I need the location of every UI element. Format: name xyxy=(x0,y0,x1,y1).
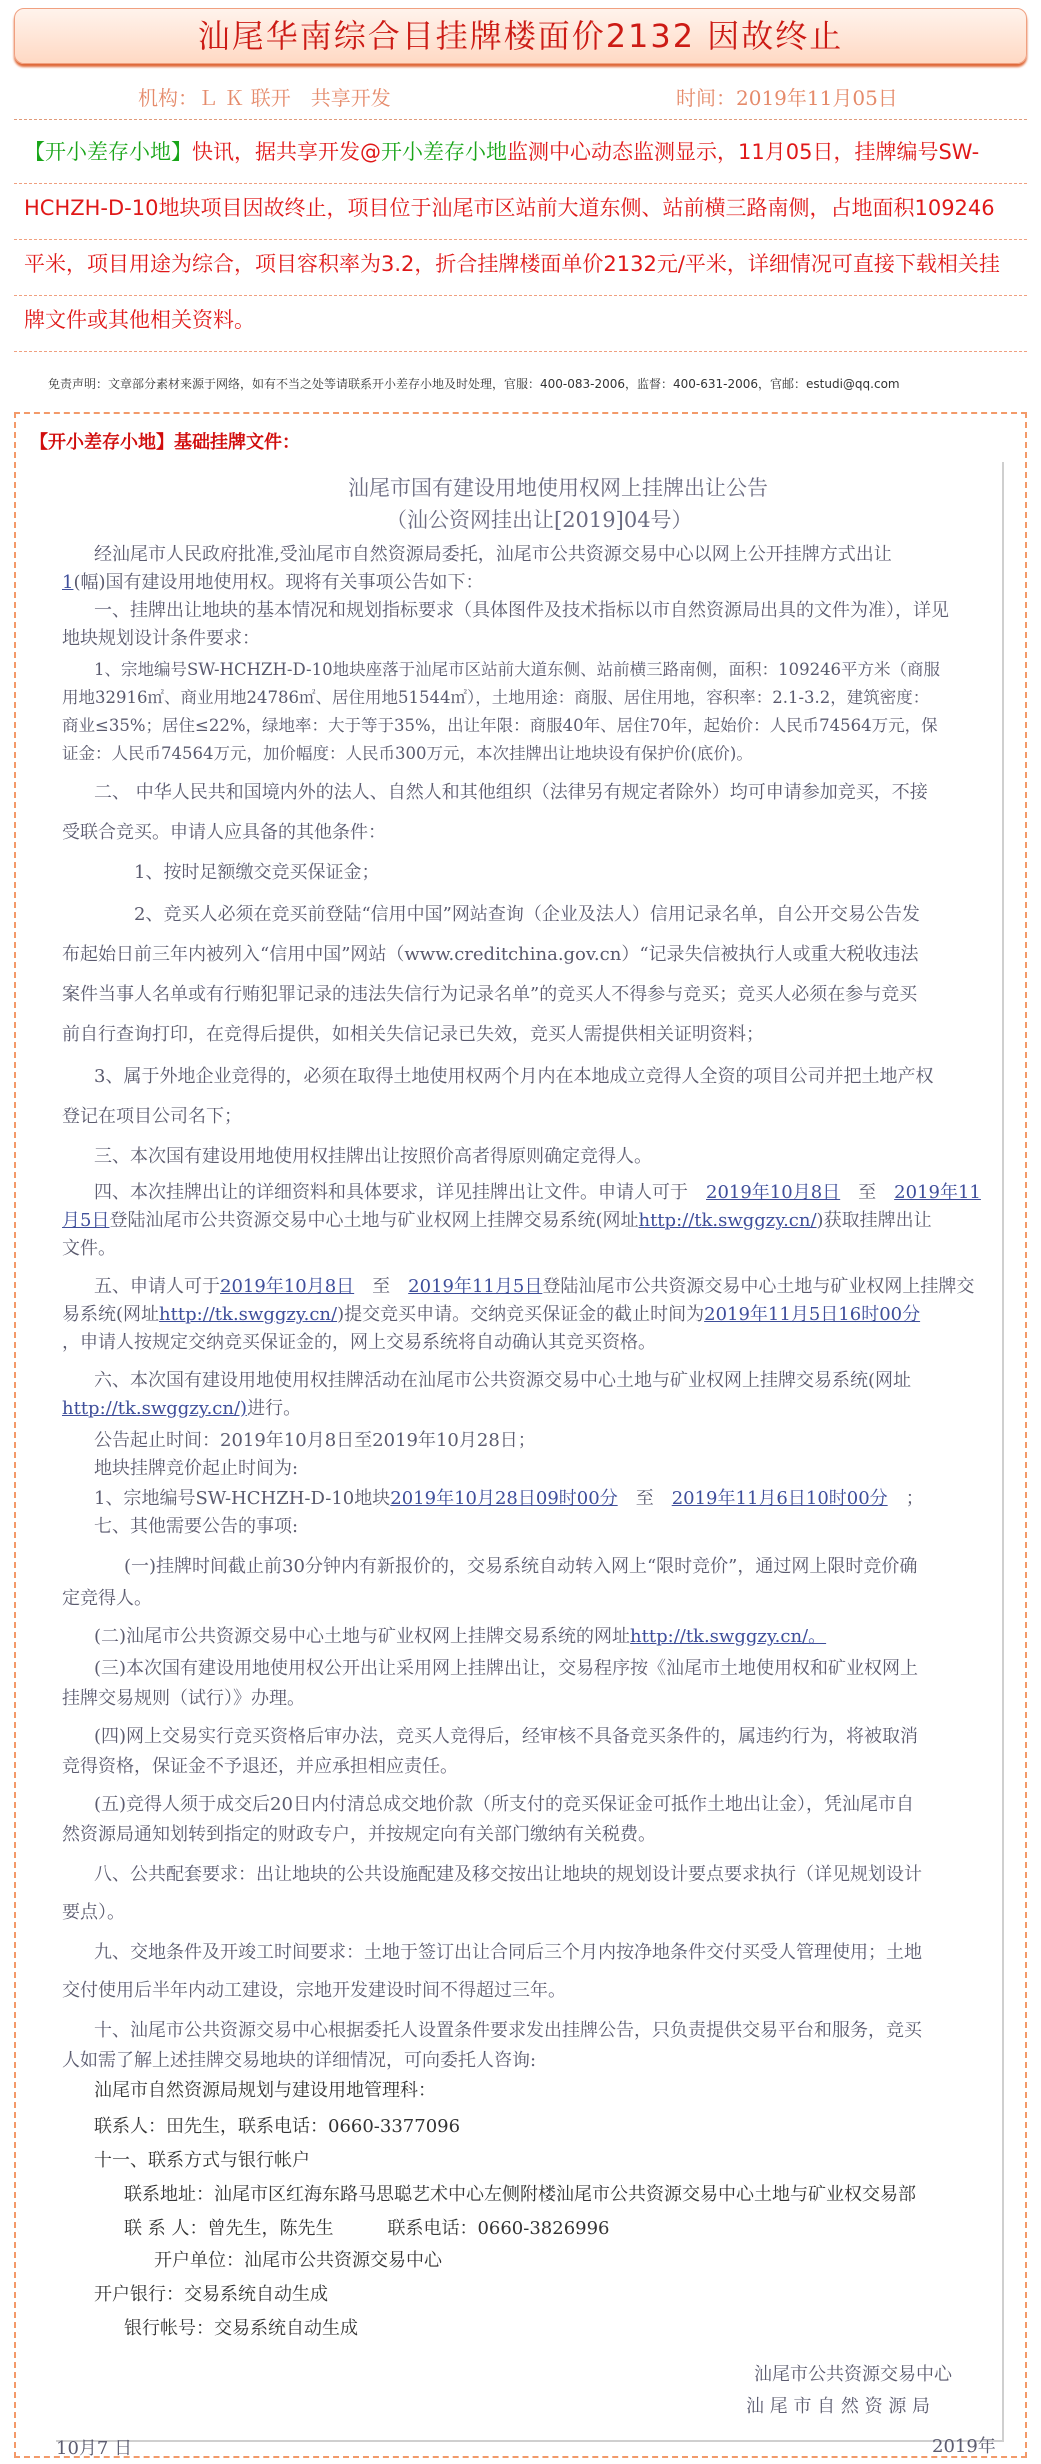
signatory: 汕 尾 市 自 然 资 源 局 xyxy=(746,2396,931,2417)
doc-line: 六、本次国有建设用地使用权挂牌活动在汕尾市公共资源交易中心土地与矿业权网上挂牌交易系统(网址 xyxy=(94,1370,912,1391)
doc-line: 十、汕尾市公共资源交易中心根据委托人设置条件要求发出挂牌公告，只负责提供交易平台和服务，竞买 xyxy=(94,2020,922,2041)
doc-line: 银行帐号：交易系统自动生成 xyxy=(124,2318,358,2339)
doc-line: 联系地址：汕尾市区红海东路马思聪艺术中心左侧附楼汕尾市公共资源交易中心土地与矿业权交易部 xyxy=(124,2184,916,2205)
doc-line: 八、公共配套要求：出让地块的公共设施配建及移交按出让地块的规划设计要点要求执行（详见规划设计 xyxy=(94,1864,922,1885)
page-title: 汕尾华南综合目挂牌楼面价2132 因故终止 xyxy=(197,17,844,55)
news-tag: 【开小差存小地】 xyxy=(24,140,192,164)
system-url-link[interactable]: http://tk.swggzy.cn/ xyxy=(159,1304,338,1325)
doc-line: 定竞得人。 xyxy=(62,1588,152,1609)
disclaimer: 免责声明：文章部分素材来源于网络，如有不当之处等请联系开小差存小地及时处理，官服：400-083-2006，监督：400-631-2006，官邮：estudi@qq.com xyxy=(48,377,900,391)
doc-line: (二)汕尾市公共资源交易中心土地与矿业权网上挂牌交易系统的网址http://tk.swggzy.cn/。 xyxy=(94,1626,827,1647)
signatory: 汕尾市公共资源交易中心 xyxy=(754,2364,952,2385)
date-link[interactable]: 2019年11 xyxy=(894,1182,981,1203)
date-link[interactable]: 2019年10月8日 xyxy=(706,1182,841,1203)
date-link[interactable]: 2019年11月5日 xyxy=(408,1276,543,1297)
doc-line: (五)竞得人须于成交后20日内付清总成交地价款（所支付的竞买保证金可抵作土地出让金），凭汕尾市自 xyxy=(94,1794,914,1815)
doc-line: 七、其他需要公告的事项: xyxy=(94,1516,299,1537)
news-line: 牌文件或其他相关资料。 xyxy=(14,296,1027,352)
doc-line: ，申请人按规定交纳竞买保证金的，网上交易系统将自动确认其竞买资格。 xyxy=(62,1332,656,1353)
doc-line: 联系人：田先生，联系电话：0660-3377096 xyxy=(94,2116,461,2137)
doc-line: 汕尾市自然资源局规划与建设用地管理科： xyxy=(94,2080,436,2101)
doc-line: 布起始日前三年内被列入“信用中国”网站（www.creditchina.gov.cn）“记录失信被执行人或重大税收违法 xyxy=(62,944,919,965)
doc-line: 人如需了解上述挂牌交易地块的详细情况，可向委托人咨询: xyxy=(62,2050,537,2071)
panel-heading: 【开小差存小地】基础挂牌文件： xyxy=(30,432,300,453)
time-label: 时间：2019年11月05日 xyxy=(676,86,898,110)
doc-subtitle: （汕公资网挂出让[2019]04号） xyxy=(386,508,693,532)
doc-line: 文件。 xyxy=(62,1238,116,1259)
date-link[interactable]: 月5日 xyxy=(62,1210,110,1231)
doc-line: 3、属于外地企业竞得的，必须在取得土地使用权两个月内在本地成立竞得人全资的项目公司并把土地产权 xyxy=(94,1066,934,1087)
doc-line: 1、宗地编号SW-HCHZH-D-10地块2019年10月28日09时00分 至 2019年11月6日10时00分 ； xyxy=(94,1488,924,1509)
doc-line: (四)网上交易实行竞买资格后审办法，竞买人竞得后，经审核不具备竞买条件的，属违约行为，将被取消 xyxy=(94,1726,919,1747)
document-panel xyxy=(14,412,1027,2458)
doc-line: 证金：人民币74564万元，加价幅度：人民币300万元，本次挂牌出让地块设有保护价(底价)。 xyxy=(62,744,753,763)
deadline-link[interactable]: 2019年11月5日16时00分 xyxy=(704,1304,921,1325)
doc-line: 联 系 人：曾先生，陈先生 联系电话：0660-3826996 xyxy=(124,2218,610,2239)
doc-year: 2019年 xyxy=(932,2436,996,2457)
doc-line: 易系统(网址http://tk.swggzy.cn/)提交竞买申请。交纳竞买保证金的截止时间为2019年11月5日16时00分 xyxy=(62,1304,921,1325)
doc-line: 月5日登陆汕尾市公共资源交易中心土地与矿业权网上挂牌交易系统(网址http://tk.swggzy.cn/)获取挂牌出让 xyxy=(62,1210,932,1231)
doc-line: 案件当事人名单或有行贿犯罪记录的违法失信行为记录名单”的竞买人不得参与竞买；竞买人必须在参与竞买 xyxy=(62,984,918,1005)
doc-line: 1(幅)国有建设用地使用权。现将有关事项公告如下： xyxy=(62,572,484,593)
doc-line: 1、宗地编号SW-HCHZH-D-10地块座落于汕尾市区站前大道东侧、站前横三路南侧，面积：109246平方米（商服 xyxy=(94,660,941,679)
org-label: 机构：Ｌ Ｋ 联开 共享开发 xyxy=(138,86,391,110)
news-source: 开小差存小地 xyxy=(381,140,507,164)
date-link[interactable]: 2019年10月8日 xyxy=(220,1276,355,1297)
system-url-link[interactable]: http://tk.swggzy.cn/ xyxy=(638,1210,817,1231)
doc-line: (一)挂牌时间截止前30分钟内有新报价的，交易系统自动转入网上“限时竞价”，通过网上限时竞价确 xyxy=(124,1556,918,1577)
doc-line: 要点）。 xyxy=(62,1902,125,1923)
doc-line: 三、本次国有建设用地使用权挂牌出让按照价高者得原则确定竞得人。 xyxy=(94,1146,652,1167)
doc-line: 前自行查询打印，在竞得后提供，如相关失信记录已失效，竞买人需提供相关证明资料； xyxy=(62,1024,764,1045)
doc-line: 一、挂牌出让地块的基本情况和规划指标要求（具体图件及技术指标以市自然资源局出具的文件为准），详见 xyxy=(94,600,949,621)
doc-line: 开户银行：交易系统自动生成 xyxy=(94,2284,328,2305)
doc-line: 2、竞买人必须在竞买前登陆“信用中国”网站查询（企业及法人）信用记录名单，自公开交易公告发 xyxy=(134,904,920,925)
system-url-link[interactable]: http://tk.swggzy.cn/) xyxy=(62,1398,248,1419)
doc-line: 登记在项目公司名下； xyxy=(62,1106,242,1127)
news-line: HCHZH-D-10地块项目因故终止，项目位于汕尾市区站前大道东侧、站前横三路南侧，占地面积109246 xyxy=(14,184,1027,240)
meta-row xyxy=(14,72,1027,120)
date-link[interactable]: 2019年10月28日09时00分 xyxy=(390,1488,618,1509)
parcel-count-link[interactable]: 1 xyxy=(62,572,74,593)
doc-line: 四、本次挂牌出让的详细资料和具体要求，详见挂牌出让文件。申请人可于 2019年10月8日 至 2019年11 xyxy=(94,1182,981,1203)
doc-line: (三)本次国有建设用地使用权公开出让采用网上挂牌出让，交易程序按《汕尾市土地使用权和矿业权网上 xyxy=(94,1658,919,1679)
title-banner xyxy=(14,8,1027,64)
doc-line: 交付使用后半年内动工建设，宗地开发建设时间不得超过三年。 xyxy=(62,1980,566,2001)
doc-line: 地块挂牌竞价起止时间为: xyxy=(94,1458,299,1479)
doc-line: 1、按时足额缴交竞买保证金； xyxy=(134,862,380,883)
doc-line: 受联合竞买。申请人应具备的其他条件： xyxy=(62,822,386,843)
doc-line: 用地32916㎡、商业用地24786㎡、居住用地51544㎡），土地用途：商服、居住用地，容积率：2.1-3.2，建筑密度： xyxy=(62,688,930,707)
doc-date: 10月7 日 xyxy=(56,2438,133,2459)
doc-title: 汕尾市国有建设用地使用权网上挂牌出让公告 xyxy=(348,476,768,500)
doc-line: 二、 中华人民共和国境内外的法人、自然人和其他组织（法律另有规定者除外）均可申请参加竞买，不接 xyxy=(94,782,928,803)
doc-line: 公告起止时间：2019年10月8日至2019年10月28日； xyxy=(94,1430,536,1451)
doc-line: 竞得资格，保证金不予退还，并应承担相应责任。 xyxy=(62,1756,458,1777)
doc-line: http://tk.swggzy.cn/)进行。 xyxy=(62,1398,302,1419)
doc-line: 九、交地条件及开竣工时间要求：土地于签订出让合同后三个月内按净地条件交付买受人管理使用；土地 xyxy=(94,1942,922,1963)
doc-line: 十一、联系方式与银行帐户 xyxy=(94,2150,310,2171)
doc-line: 地块规划设计条件要求： xyxy=(62,628,260,649)
news-line: 【开小差存小地】快讯，据共享开发@开小差存小地监测中心动态监测显示，11月05日，挂牌编号SW- xyxy=(14,128,1027,184)
system-url-link[interactable]: http://tk.swggzy.cn/。 xyxy=(630,1626,827,1647)
news-line: 平米，项目用途为综合，项目容积率为3.2，折合挂牌楼面单价2132元/平米，详细情况可直接下载相关挂 xyxy=(14,240,1027,296)
doc-line: 经汕尾市人民政府批准,受汕尾市自然资源局委托，汕尾市公共资源交易中心以网上公开挂牌方式出让 xyxy=(94,544,892,565)
news-summary xyxy=(14,128,1027,352)
doc-line: 五、申请人可于2019年10月8日 至 2019年11月5日登陆汕尾市公共资源交易中心土地与矿业权网上挂牌交 xyxy=(94,1276,975,1297)
doc-line: 挂牌交易规则（试行）》办理。 xyxy=(62,1688,305,1709)
date-link[interactable]: 2019年11月6日10时00分 xyxy=(671,1488,888,1509)
doc-line: 开户单位：汕尾市公共资源交易中心 xyxy=(154,2250,442,2271)
doc-line: 商业≤35%；居住≤22%，绿地率：大于等于35%，出让年限：商服40年、居住70年，起始价：人民币74564万元，保 xyxy=(62,716,938,735)
doc-line: 然资源局通知划转到指定的财政专户，并按规定向有关部门缴纳有关税费。 xyxy=(62,1824,656,1845)
